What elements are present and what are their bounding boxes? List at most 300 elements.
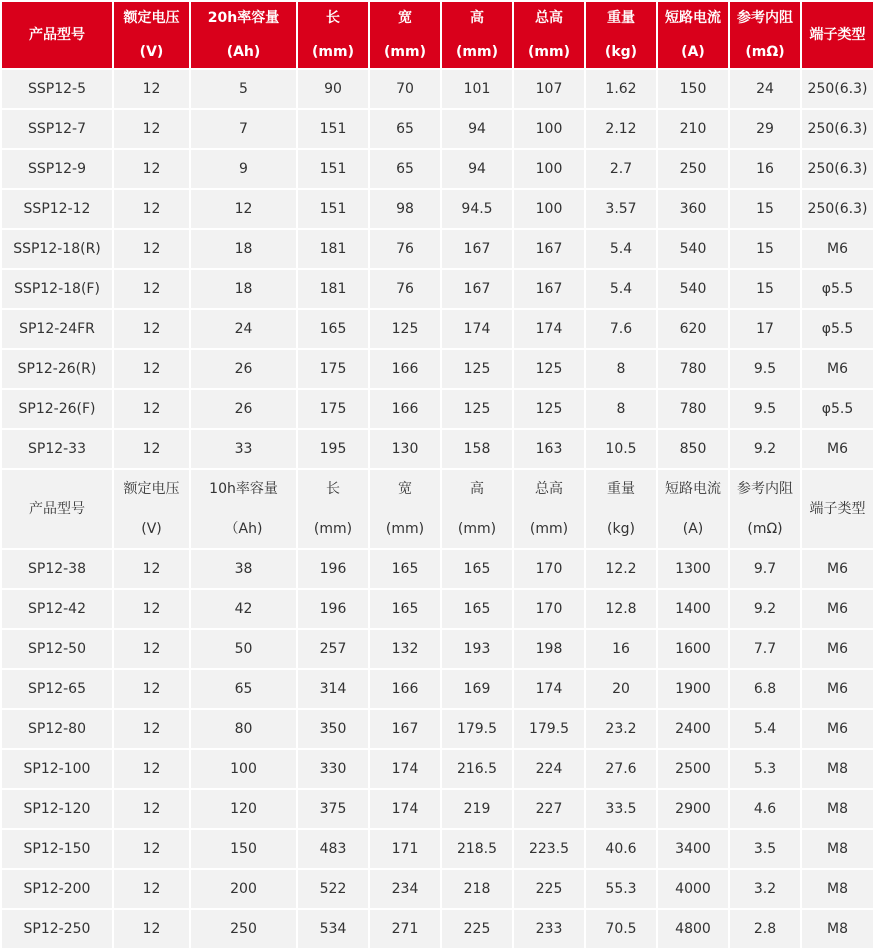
cell-height: 158 xyxy=(442,430,512,468)
cell-length: 90 xyxy=(298,70,368,108)
cell-total-height: 224 xyxy=(514,750,584,788)
cell-short-circuit-current: 2900 xyxy=(658,790,728,828)
cell-short-circuit-current: 540 xyxy=(658,230,728,268)
cell-capacity: 12 xyxy=(191,190,296,228)
cell-terminal-type: φ5.5 xyxy=(802,390,873,428)
table-row xyxy=(2,670,873,708)
cell-internal-resistance: 9.2 xyxy=(730,590,800,628)
header-capacity xyxy=(191,470,296,548)
cell-height: 193 xyxy=(442,630,512,668)
cell-total-height: 100 xyxy=(514,150,584,188)
cell-terminal-type: M6 xyxy=(802,630,873,668)
cell-capacity: 38 xyxy=(191,550,296,588)
cell-model: SP12-26(F) xyxy=(2,390,112,428)
header-width xyxy=(370,470,440,548)
header-internal-resistance xyxy=(730,470,800,548)
cell-length: 195 xyxy=(298,430,368,468)
cell-total-height: 100 xyxy=(514,190,584,228)
header-terminal-type xyxy=(802,470,873,548)
cell-length: 175 xyxy=(298,350,368,388)
cell-width: 166 xyxy=(370,390,440,428)
cell-short-circuit-current: 620 xyxy=(658,310,728,348)
cell-model: SP12-150 xyxy=(2,830,112,868)
cell-short-circuit-current: 1400 xyxy=(658,590,728,628)
cell-height: 94.5 xyxy=(442,190,512,228)
header-label: 额定电压 xyxy=(123,10,180,26)
cell-short-circuit-current: 2400 xyxy=(658,710,728,748)
table-row xyxy=(2,910,873,948)
cell-capacity: 33 xyxy=(191,430,296,468)
header-label: 宽 xyxy=(398,481,412,497)
cell-weight: 5.4 xyxy=(586,270,656,308)
table-row xyxy=(2,390,873,428)
cell-internal-resistance: 17 xyxy=(730,310,800,348)
cell-height: 174 xyxy=(442,310,512,348)
cell-width: 130 xyxy=(370,430,440,468)
cell-terminal-type: 250(6.3) xyxy=(802,70,873,108)
cell-internal-resistance: 24 xyxy=(730,70,800,108)
cell-voltage: 12 xyxy=(114,390,189,428)
cell-model: SP12-33 xyxy=(2,430,112,468)
cell-width: 271 xyxy=(370,910,440,948)
cell-voltage: 12 xyxy=(114,910,189,948)
header-label: 高 xyxy=(470,10,484,26)
cell-width: 65 xyxy=(370,150,440,188)
table-row xyxy=(2,70,873,108)
cell-voltage: 12 xyxy=(114,70,189,108)
header-label: 参考内阻 xyxy=(737,10,793,26)
cell-voltage: 12 xyxy=(114,630,189,668)
cell-voltage: 12 xyxy=(114,110,189,148)
header-short-circuit-current xyxy=(658,2,728,68)
cell-total-height: 223.5 xyxy=(514,830,584,868)
cell-short-circuit-current: 1600 xyxy=(658,630,728,668)
cell-short-circuit-current: 150 xyxy=(658,70,728,108)
table-row xyxy=(2,310,873,348)
cell-weight: 10.5 xyxy=(586,430,656,468)
cell-weight: 70.5 xyxy=(586,910,656,948)
cell-height: 94 xyxy=(442,150,512,188)
cell-terminal-type: M6 xyxy=(802,590,873,628)
header-unit: (V) xyxy=(141,521,162,537)
cell-voltage: 12 xyxy=(114,430,189,468)
cell-short-circuit-current: 1900 xyxy=(658,670,728,708)
header-label: 高 xyxy=(470,481,484,497)
cell-total-height: 100 xyxy=(514,110,584,148)
cell-height: 101 xyxy=(442,70,512,108)
header-row-10h xyxy=(2,470,873,548)
header-label: 额定电压 xyxy=(123,481,180,497)
cell-voltage: 12 xyxy=(114,670,189,708)
cell-length: 165 xyxy=(298,310,368,348)
cell-voltage: 12 xyxy=(114,590,189,628)
cell-voltage: 12 xyxy=(114,830,189,868)
cell-capacity: 50 xyxy=(191,630,296,668)
cell-length: 350 xyxy=(298,710,368,748)
cell-width: 98 xyxy=(370,190,440,228)
header-total-height xyxy=(514,2,584,68)
cell-length: 175 xyxy=(298,390,368,428)
header-label: 总高 xyxy=(535,10,563,26)
cell-capacity: 9 xyxy=(191,150,296,188)
cell-terminal-type: M8 xyxy=(802,830,873,868)
cell-terminal-type: φ5.5 xyxy=(802,270,873,308)
cell-height: 167 xyxy=(442,270,512,308)
cell-short-circuit-current: 1300 xyxy=(658,550,728,588)
header-capacity xyxy=(191,2,296,68)
header-unit: (kg) xyxy=(607,521,635,537)
header-unit: (mm) xyxy=(312,44,354,60)
cell-internal-resistance: 15 xyxy=(730,230,800,268)
cell-width: 174 xyxy=(370,790,440,828)
cell-total-height: 170 xyxy=(514,590,584,628)
header-label: 20h率容量 xyxy=(207,10,280,26)
cell-model: SP12-38 xyxy=(2,550,112,588)
cell-height: 218 xyxy=(442,870,512,908)
cell-length: 181 xyxy=(298,230,368,268)
table-row xyxy=(2,150,873,188)
cell-height: 165 xyxy=(442,590,512,628)
cell-height: 125 xyxy=(442,390,512,428)
cell-width: 234 xyxy=(370,870,440,908)
cell-height: 165 xyxy=(442,550,512,588)
cell-short-circuit-current: 3400 xyxy=(658,830,728,868)
header-unit: (A) xyxy=(681,44,705,60)
cell-voltage: 12 xyxy=(114,750,189,788)
cell-capacity: 80 xyxy=(191,710,296,748)
cell-capacity: 42 xyxy=(191,590,296,628)
cell-internal-resistance: 15 xyxy=(730,270,800,308)
cell-voltage: 12 xyxy=(114,190,189,228)
cell-internal-resistance: 15 xyxy=(730,190,800,228)
header-label: 宽 xyxy=(398,10,412,26)
cell-weight: 2.7 xyxy=(586,150,656,188)
cell-internal-resistance: 9.7 xyxy=(730,550,800,588)
cell-weight: 2.12 xyxy=(586,110,656,148)
header-label: 总高 xyxy=(535,481,563,497)
cell-weight: 7.6 xyxy=(586,310,656,348)
cell-voltage: 12 xyxy=(114,270,189,308)
cell-voltage: 12 xyxy=(114,790,189,828)
cell-voltage: 12 xyxy=(114,550,189,588)
cell-model: SP12-80 xyxy=(2,710,112,748)
cell-internal-resistance: 3.2 xyxy=(730,870,800,908)
cell-width: 166 xyxy=(370,350,440,388)
cell-capacity: 26 xyxy=(191,350,296,388)
header-label: 短路电流 xyxy=(665,10,721,26)
header-unit: (mm) xyxy=(385,521,425,537)
header-model xyxy=(2,2,112,68)
header-unit: (mm) xyxy=(456,44,498,60)
cell-internal-resistance: 9.2 xyxy=(730,430,800,468)
cell-terminal-type: M6 xyxy=(802,230,873,268)
cell-model: SSP12-5 xyxy=(2,70,112,108)
cell-weight: 27.6 xyxy=(586,750,656,788)
cell-total-height: 227 xyxy=(514,790,584,828)
header-terminal-type xyxy=(802,2,873,68)
cell-capacity: 7 xyxy=(191,110,296,148)
cell-short-circuit-current: 210 xyxy=(658,110,728,148)
cell-width: 70 xyxy=(370,70,440,108)
cell-short-circuit-current: 360 xyxy=(658,190,728,228)
cell-total-height: 125 xyxy=(514,350,584,388)
cell-model: SP12-100 xyxy=(2,750,112,788)
cell-length: 151 xyxy=(298,190,368,228)
cell-model: SSP12-18(R) xyxy=(2,230,112,268)
table-row xyxy=(2,110,873,148)
cell-length: 181 xyxy=(298,270,368,308)
header-label: 产品型号 xyxy=(29,501,85,517)
cell-weight: 1.62 xyxy=(586,70,656,108)
header-short-circuit-current xyxy=(658,470,728,548)
cell-terminal-type: M6 xyxy=(802,550,873,588)
cell-length: 330 xyxy=(298,750,368,788)
cell-internal-resistance: 9.5 xyxy=(730,350,800,388)
header-internal-resistance xyxy=(730,2,800,68)
cell-length: 257 xyxy=(298,630,368,668)
cell-width: 132 xyxy=(370,630,440,668)
header-row-20h xyxy=(2,2,873,68)
cell-internal-resistance: 5.4 xyxy=(730,710,800,748)
header-label: 产品型号 xyxy=(29,27,85,43)
cell-total-height: 170 xyxy=(514,550,584,588)
header-unit: (mm) xyxy=(457,521,497,537)
cell-length: 314 xyxy=(298,670,368,708)
cell-terminal-type: M8 xyxy=(802,910,873,948)
cell-model: SP12-24FR xyxy=(2,310,112,348)
cell-terminal-type: 250(6.3) xyxy=(802,150,873,188)
table-row xyxy=(2,870,873,908)
cell-length: 522 xyxy=(298,870,368,908)
cell-short-circuit-current: 540 xyxy=(658,270,728,308)
cell-height: 179.5 xyxy=(442,710,512,748)
table-row xyxy=(2,750,873,788)
cell-terminal-type: 250(6.3) xyxy=(802,190,873,228)
cell-length: 483 xyxy=(298,830,368,868)
table-row xyxy=(2,790,873,828)
cell-length: 196 xyxy=(298,550,368,588)
cell-model: SSP12-9 xyxy=(2,150,112,188)
cell-terminal-type: M6 xyxy=(802,670,873,708)
cell-height: 225 xyxy=(442,910,512,948)
cell-terminal-type: M8 xyxy=(802,750,873,788)
header-unit: (A) xyxy=(682,521,704,537)
cell-model: SP12-42 xyxy=(2,590,112,628)
cell-weight: 33.5 xyxy=(586,790,656,828)
cell-width: 76 xyxy=(370,270,440,308)
header-length xyxy=(298,2,368,68)
cell-length: 534 xyxy=(298,910,368,948)
cell-voltage: 12 xyxy=(114,230,189,268)
cell-weight: 8 xyxy=(586,390,656,428)
table-row xyxy=(2,350,873,388)
header-weight xyxy=(586,2,656,68)
cell-weight: 40.6 xyxy=(586,830,656,868)
header-width xyxy=(370,2,440,68)
cell-internal-resistance: 3.5 xyxy=(730,830,800,868)
cell-model: SP12-250 xyxy=(2,910,112,948)
cell-width: 76 xyxy=(370,230,440,268)
cell-length: 151 xyxy=(298,150,368,188)
cell-capacity: 24 xyxy=(191,310,296,348)
cell-height: 216.5 xyxy=(442,750,512,788)
cell-capacity: 150 xyxy=(191,830,296,868)
header-unit: (mm) xyxy=(313,521,353,537)
cell-total-height: 163 xyxy=(514,430,584,468)
cell-capacity: 65 xyxy=(191,670,296,708)
cell-weight: 12.2 xyxy=(586,550,656,588)
cell-total-height: 174 xyxy=(514,670,584,708)
cell-capacity: 200 xyxy=(191,870,296,908)
cell-short-circuit-current: 250 xyxy=(658,150,728,188)
cell-model: SP12-65 xyxy=(2,670,112,708)
table-row xyxy=(2,710,873,748)
table-row xyxy=(2,430,873,468)
cell-weight: 55.3 xyxy=(586,870,656,908)
cell-terminal-type: 250(6.3) xyxy=(802,110,873,148)
cell-internal-resistance: 16 xyxy=(730,150,800,188)
cell-model: SSP12-18(F) xyxy=(2,270,112,308)
cell-model: SP12-200 xyxy=(2,870,112,908)
cell-width: 167 xyxy=(370,710,440,748)
header-total-height xyxy=(514,470,584,548)
cell-model: SSP12-12 xyxy=(2,190,112,228)
cell-height: 125 xyxy=(442,350,512,388)
header-unit: (V) xyxy=(139,44,164,60)
header-label: 10h率容量 xyxy=(209,481,278,497)
cell-weight: 3.57 xyxy=(586,190,656,228)
cell-model: SP12-120 xyxy=(2,790,112,828)
header-height xyxy=(442,2,512,68)
cell-short-circuit-current: 780 xyxy=(658,390,728,428)
header-model xyxy=(2,470,112,548)
cell-capacity: 120 xyxy=(191,790,296,828)
cell-internal-resistance: 6.8 xyxy=(730,670,800,708)
cell-weight: 16 xyxy=(586,630,656,668)
cell-total-height: 174 xyxy=(514,310,584,348)
header-unit: (Ah) xyxy=(226,44,261,60)
header-label: 长 xyxy=(326,10,340,26)
cell-weight: 23.2 xyxy=(586,710,656,748)
cell-voltage: 12 xyxy=(114,710,189,748)
cell-length: 196 xyxy=(298,590,368,628)
cell-terminal-type: M8 xyxy=(802,790,873,828)
cell-capacity: 100 xyxy=(191,750,296,788)
cell-model: SSP12-7 xyxy=(2,110,112,148)
table-row xyxy=(2,190,873,228)
cell-height: 167 xyxy=(442,230,512,268)
header-unit: (mΩ) xyxy=(747,521,783,537)
cell-total-height: 198 xyxy=(514,630,584,668)
table-row xyxy=(2,550,873,588)
header-voltage xyxy=(114,2,189,68)
header-label: 参考内阻 xyxy=(737,481,793,497)
cell-height: 94 xyxy=(442,110,512,148)
cell-voltage: 12 xyxy=(114,870,189,908)
cell-terminal-type: φ5.5 xyxy=(802,310,873,348)
cell-internal-resistance: 5.3 xyxy=(730,750,800,788)
cell-capacity: 18 xyxy=(191,230,296,268)
cell-total-height: 233 xyxy=(514,910,584,948)
cell-internal-resistance: 7.7 xyxy=(730,630,800,668)
cell-short-circuit-current: 2500 xyxy=(658,750,728,788)
cell-short-circuit-current: 780 xyxy=(658,350,728,388)
cell-terminal-type: M6 xyxy=(802,710,873,748)
cell-total-height: 179.5 xyxy=(514,710,584,748)
cell-width: 165 xyxy=(370,550,440,588)
cell-total-height: 167 xyxy=(514,270,584,308)
cell-capacity: 26 xyxy=(191,390,296,428)
header-label: 长 xyxy=(326,481,340,497)
cell-weight: 20 xyxy=(586,670,656,708)
header-label: 端子类型 xyxy=(809,27,866,43)
header-length xyxy=(298,470,368,548)
header-label: 重量 xyxy=(607,10,635,26)
cell-weight: 5.4 xyxy=(586,230,656,268)
cell-short-circuit-current: 850 xyxy=(658,430,728,468)
cell-total-height: 107 xyxy=(514,70,584,108)
table-row xyxy=(2,590,873,628)
cell-width: 171 xyxy=(370,830,440,868)
cell-terminal-type: M6 xyxy=(802,430,873,468)
cell-width: 125 xyxy=(370,310,440,348)
cell-model: SP12-50 xyxy=(2,630,112,668)
table-row xyxy=(2,230,873,268)
header-unit: (mm) xyxy=(529,521,569,537)
header-weight xyxy=(586,470,656,548)
cell-internal-resistance: 9.5 xyxy=(730,390,800,428)
cell-voltage: 12 xyxy=(114,150,189,188)
header-height xyxy=(442,470,512,548)
cell-internal-resistance: 2.8 xyxy=(730,910,800,948)
cell-length: 151 xyxy=(298,110,368,148)
cell-voltage: 12 xyxy=(114,350,189,388)
cell-total-height: 225 xyxy=(514,870,584,908)
header-unit: （Ah) xyxy=(224,521,263,537)
cell-height: 218.5 xyxy=(442,830,512,868)
header-unit: (mm) xyxy=(528,44,570,60)
cell-internal-resistance: 4.6 xyxy=(730,790,800,828)
cell-height: 169 xyxy=(442,670,512,708)
cell-weight: 12.8 xyxy=(586,590,656,628)
cell-capacity: 18 xyxy=(191,270,296,308)
cell-width: 174 xyxy=(370,750,440,788)
header-unit: (kg) xyxy=(604,44,638,60)
table-row xyxy=(2,270,873,308)
cell-model: SP12-26(R) xyxy=(2,350,112,388)
header-label: 端子类型 xyxy=(809,501,866,517)
cell-terminal-type: M8 xyxy=(802,870,873,908)
cell-short-circuit-current: 4800 xyxy=(658,910,728,948)
header-unit: (mΩ) xyxy=(745,44,785,60)
cell-width: 165 xyxy=(370,590,440,628)
cell-capacity: 250 xyxy=(191,910,296,948)
header-unit: (mm) xyxy=(384,44,426,60)
cell-total-height: 125 xyxy=(514,390,584,428)
cell-width: 166 xyxy=(370,670,440,708)
cell-terminal-type: M6 xyxy=(802,350,873,388)
cell-total-height: 167 xyxy=(514,230,584,268)
cell-short-circuit-current: 4000 xyxy=(658,870,728,908)
cell-weight: 8 xyxy=(586,350,656,388)
cell-height: 219 xyxy=(442,790,512,828)
cell-length: 375 xyxy=(298,790,368,828)
cell-width: 65 xyxy=(370,110,440,148)
table-row xyxy=(2,630,873,668)
cell-voltage: 12 xyxy=(114,310,189,348)
header-voltage xyxy=(114,470,189,548)
header-label: 短路电流 xyxy=(665,481,721,497)
